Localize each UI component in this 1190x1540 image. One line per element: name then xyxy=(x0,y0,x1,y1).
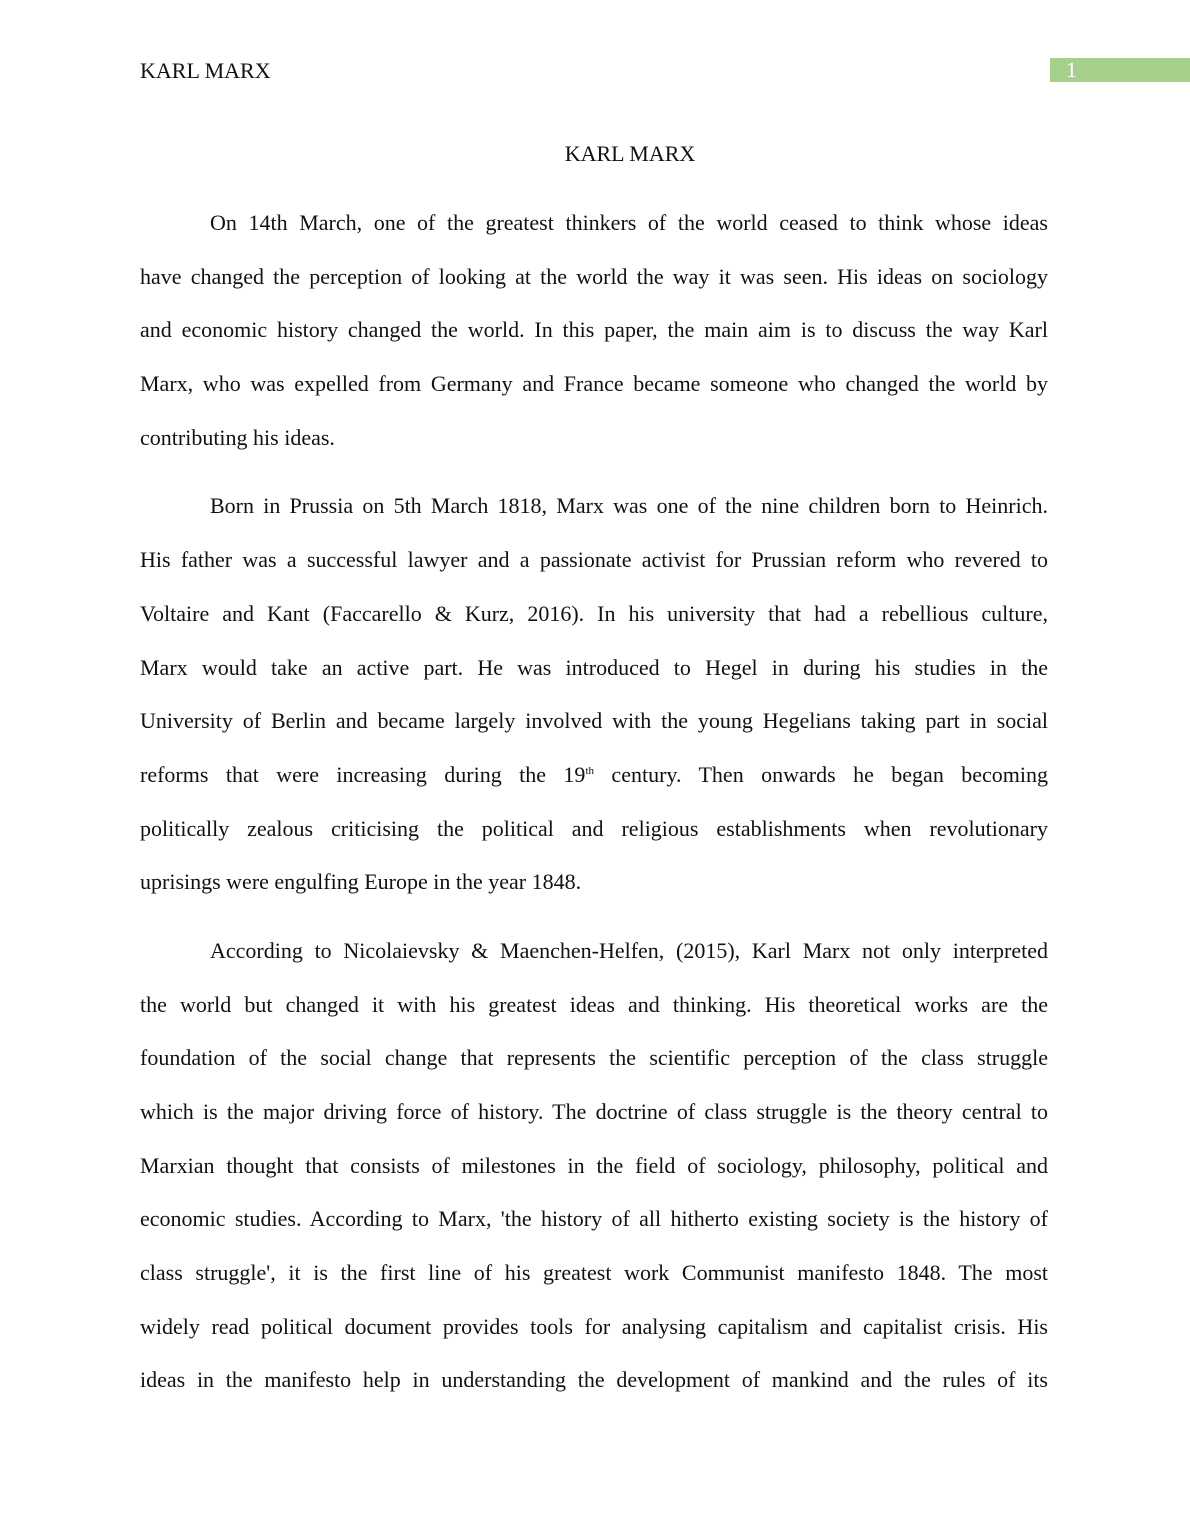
paragraph xyxy=(140,196,1048,464)
text-line: class struggle', it is the first line of his greatest work Communist manifesto 1848. The most xyxy=(140,1260,1048,1286)
text-line: economic studies. According to Marx, 'the history of all hitherto existing society is the history of xyxy=(140,1206,1048,1232)
text-line: University of Berlin and became largely involved with the young Hegelians taking part in social xyxy=(140,708,1048,734)
paragraph xyxy=(140,924,1048,1407)
document-title: KARL MARX xyxy=(564,141,696,166)
text-line: According to Nicolaievsky & Maenchen-Helfen, (2015), Karl Marx not only interpreted xyxy=(210,937,1048,963)
text-line: widely read political document provides tools for analysing capitalism and capitalist crisis. His xyxy=(140,1313,1048,1339)
text-line: ideas in the manifesto help in understanding the development of mankind and the rules of its xyxy=(140,1367,1048,1393)
text-line: Voltaire and Kant (Faccarello & Kurz, 2016). In his university that had a rebellious culture, xyxy=(140,600,1048,626)
page-number-box xyxy=(1050,58,1190,82)
text-line: Marxian thought that consists of milestones in the field of sociology, philosophy, political and xyxy=(140,1152,1048,1178)
text-line: have changed the perception of looking at the world the way it was seen. His ideas on sociology xyxy=(140,263,1048,289)
text-line: which is the major driving force of history. The doctrine of class struggle is the theory central to xyxy=(140,1099,1048,1124)
page-number: 1 xyxy=(1066,57,1077,82)
running-head: KARL MARX xyxy=(140,58,271,83)
text-line: On 14th March, one of the greatest thinkers of the world ceased to think whose ideas xyxy=(210,210,1048,235)
text-line: contributing his ideas. xyxy=(140,424,335,450)
text-line: Born in Prussia on 5th March 1818, Marx was one of the nine children born to Heinrich. xyxy=(210,493,1048,519)
text-line: foundation of the social change that represents the scientific perception of the class struggle xyxy=(140,1045,1048,1071)
text-line: His father was a successful lawyer and a passionate activist for Prussian reform who revered to xyxy=(140,547,1048,573)
text-line: uprisings were engulfing Europe in the year 1848. xyxy=(140,869,582,895)
text-line: Marx would take an active part. He was introduced to Hegel in during his studies in the xyxy=(140,654,1048,680)
text-line xyxy=(140,748,1048,802)
text-segment: century. Then onwards he began becoming xyxy=(594,761,1048,787)
paragraph xyxy=(140,479,1048,909)
text-line: and economic history changed the world. In this paper, the main aim is to discuss the way Karl xyxy=(140,317,1048,343)
superscript: th xyxy=(585,764,594,777)
text-line: the world but changed it with his greatest ideas and thinking. His theoretical works are the xyxy=(140,991,1048,1017)
text-line: politically zealous criticising the political and religious establishments when revolutionary xyxy=(140,815,1048,841)
document-body xyxy=(140,196,1048,1422)
text-segment: reforms that were increasing during the 19 xyxy=(140,761,586,787)
text-line: Marx, who was expelled from Germany and France became someone who changed the world by xyxy=(140,371,1048,397)
